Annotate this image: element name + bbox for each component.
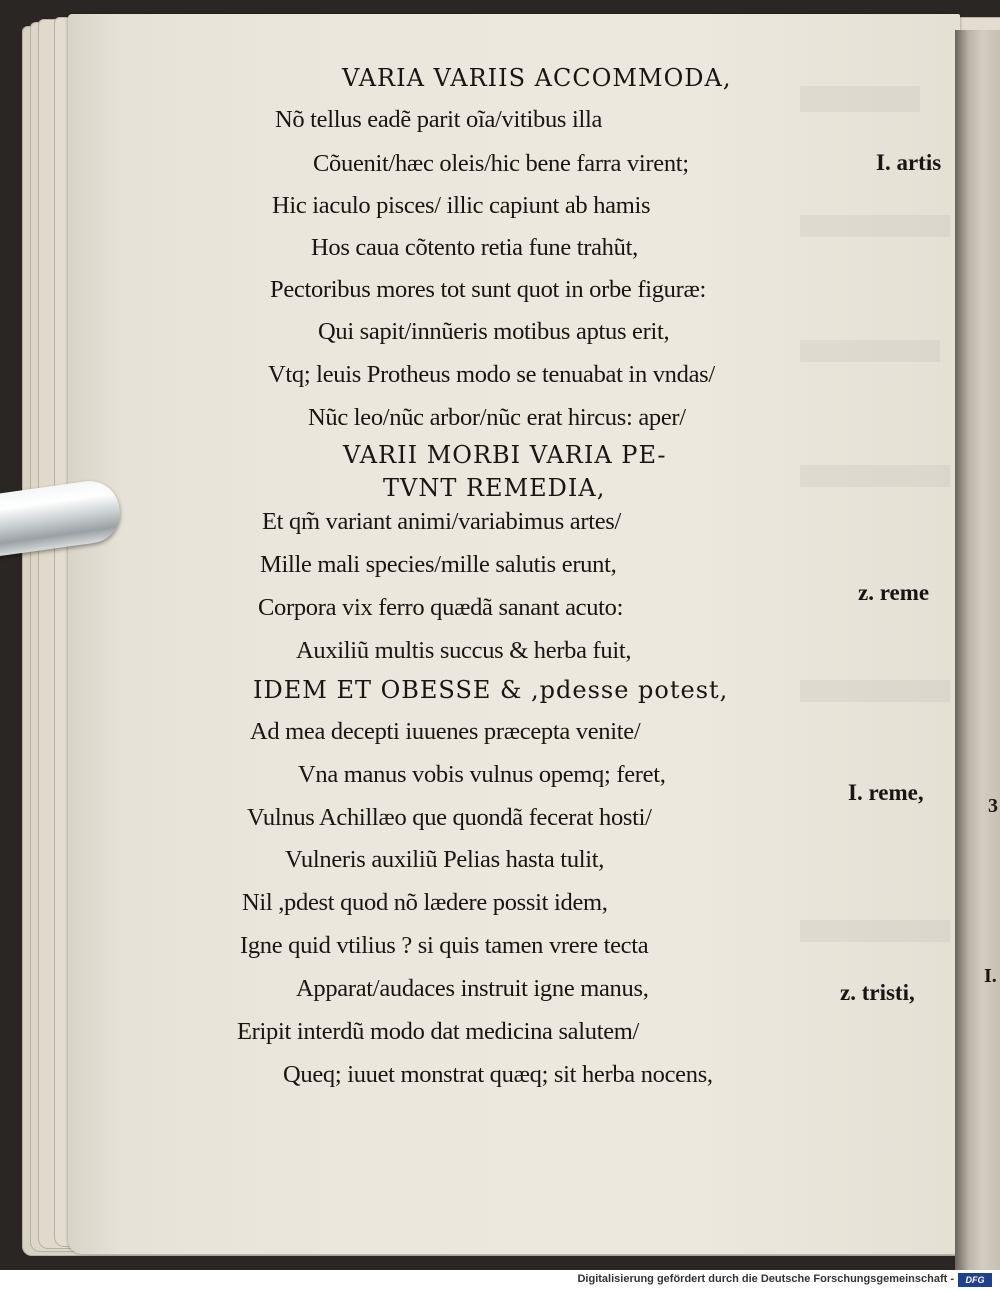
verse-line: Pectoribus mores tot sunt quot in orbe figuræ: (270, 276, 707, 303)
verse-line: Cõuenit/hæc oleis/hic bene farra virent; (313, 150, 689, 177)
verse-line: Mille mali species/mille salutis erunt, (260, 551, 617, 578)
verse-line: Hos caua cõtento retia fune trahũt, (311, 234, 638, 261)
section-heading: TVNT REMEDIA, (383, 474, 606, 502)
margin-note: I. reme, (848, 780, 924, 805)
verse-line: Queq; iuuet monstrat quæq; sit herba nocens, (283, 1061, 713, 1088)
section-heading: IDEM ET OBESSE & ,pdesse potest, (253, 676, 729, 704)
verse-line: Eripit interdũ modo dat medicina salutem/ (237, 1018, 640, 1045)
verse-line: Vna manus vobis vulnus opemq; feret, (298, 761, 666, 788)
margin-note: z. tristi, (840, 980, 915, 1005)
verse-line: Auxiliũ multis succus & herba fuit, (296, 637, 632, 664)
margin-note: z. reme (858, 580, 930, 605)
verse-line: Igne quid vtilius ? si quis tamen vrere tecta (240, 932, 649, 959)
margin-note: I. artis (876, 150, 942, 175)
footer-bar (0, 1270, 1000, 1291)
verse-line: Hic iaculo pisces/ illic capiunt ab hamis (272, 192, 651, 219)
funding-notice: Digitalisierung gefördert durch die Deutsche Forschungsgemeinschaft - (577, 1273, 954, 1285)
verse-line: Vulneris auxiliũ Pelias hasta tulit, (285, 846, 605, 873)
verse-line: Et qm̃ variant animi/variabimus artes/ (262, 508, 622, 535)
verse-line: Qui sapit/innũeris motibus aptus erit, (318, 318, 670, 345)
facing-page-mark: 3 (988, 795, 998, 817)
dfg-logo: DFG (958, 1273, 992, 1287)
verse-line: Nil ,pdest quod nõ lædere possit idem, (242, 889, 608, 916)
verse-line: Vtq; leuis Protheus modo se tenuabat in vndas/ (268, 361, 715, 388)
verse-line: Ad mea decepti iuuenes præcepta venite/ (250, 718, 641, 745)
verse-line: Nõ tellus eadẽ parit oĩa/vitibus illa (275, 106, 603, 133)
verse-line: Vulnus Achillæo que quondã fecerat hosti/ (247, 804, 652, 831)
verse-line: Apparat/audaces instruit igne manus, (296, 975, 649, 1002)
facing-page-mark: I. (984, 965, 997, 987)
section-heading: VARIA VARIIS ACCOMMODA, (342, 64, 732, 92)
verse-line: Nũc leo/nũc arbor/nũc erat hircus: aper/ (308, 404, 686, 431)
verse-line: Corpora vix ferro quædã sanant acuto: (258, 594, 624, 621)
section-heading: VARII MORBI VARIA PE- (343, 441, 667, 469)
